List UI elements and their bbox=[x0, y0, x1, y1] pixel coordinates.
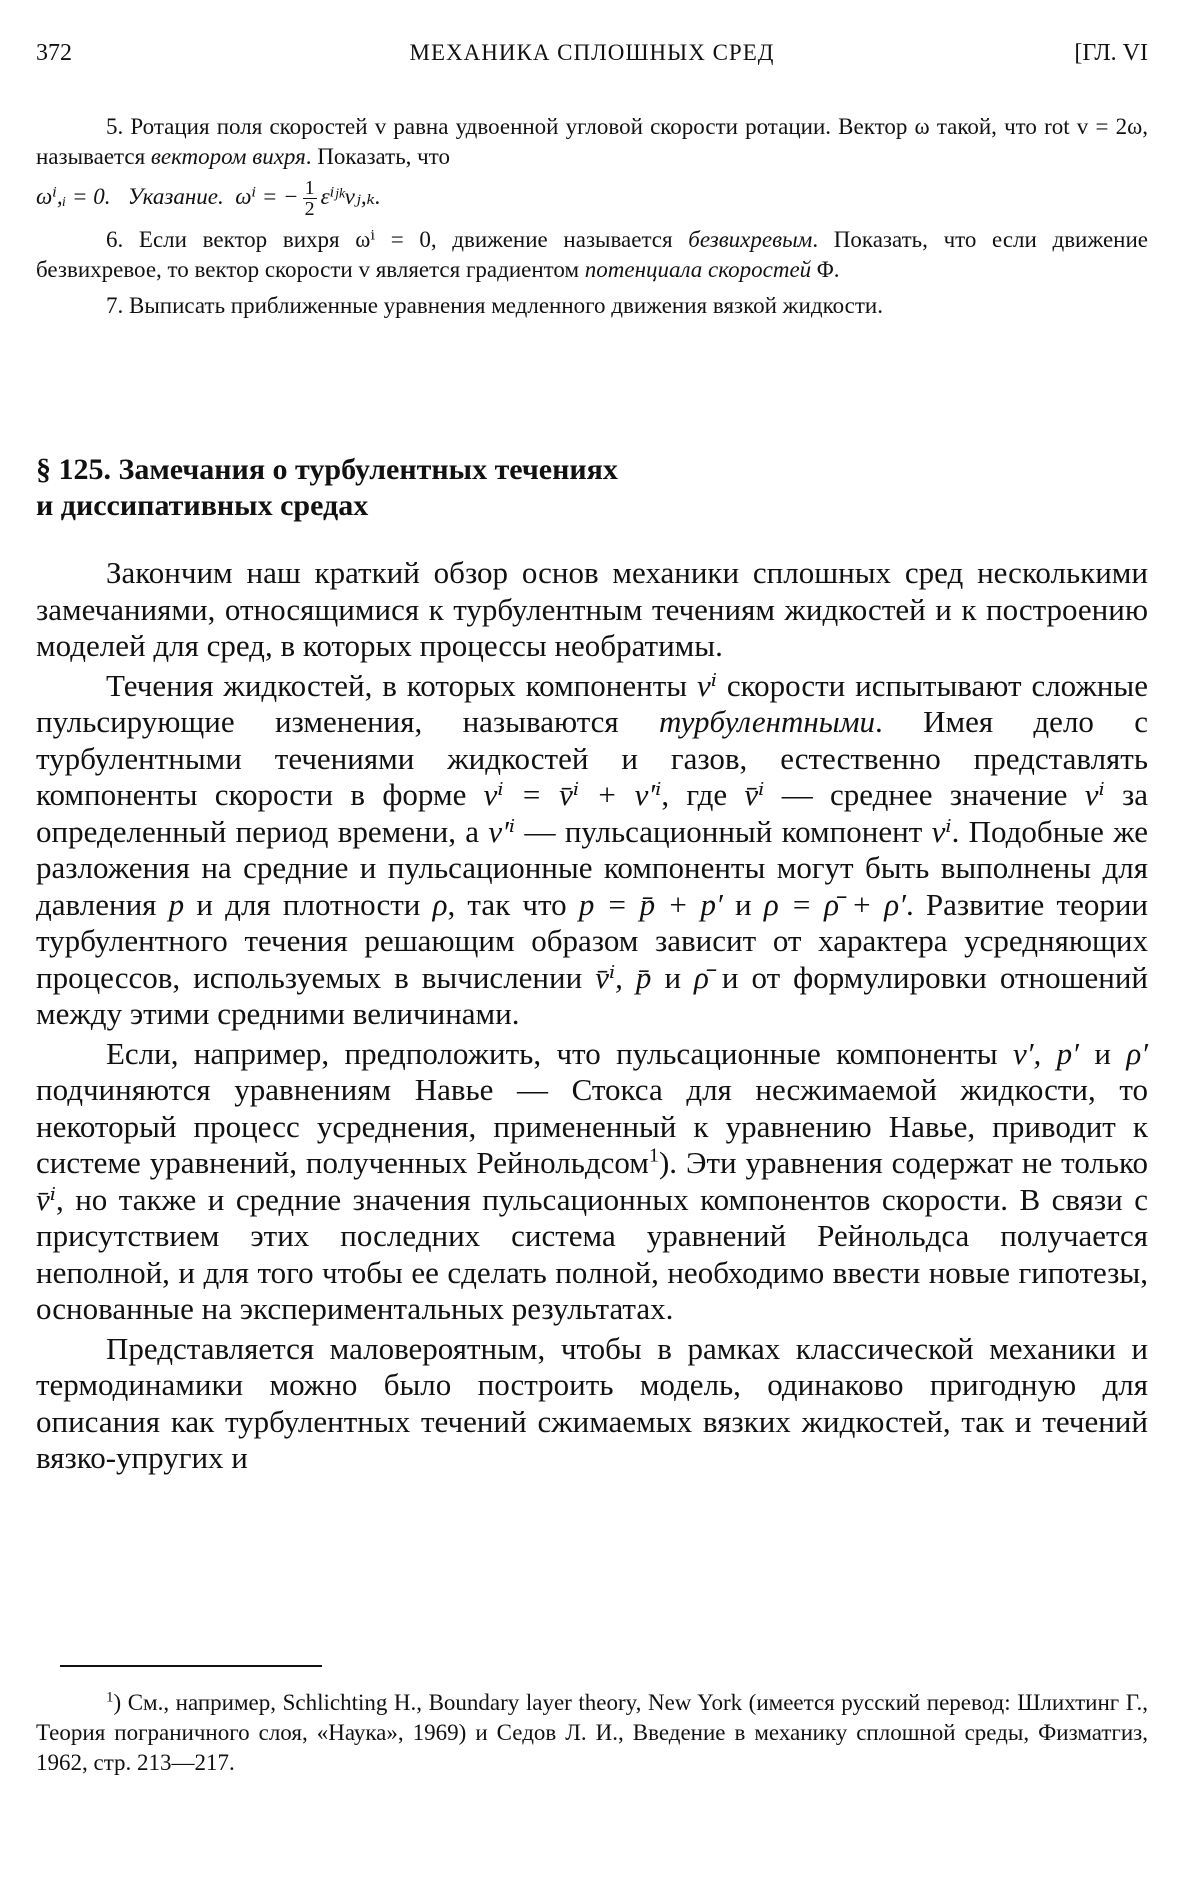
emphasized-term: турбулентными bbox=[658, 704, 876, 739]
math-inline: v′, p′ bbox=[1012, 1035, 1079, 1071]
text-run: скорости испытывают сложные пульсирующие изменения, называются bbox=[36, 667, 1148, 739]
chapter-label: [ГЛ. VI bbox=[1074, 40, 1148, 66]
exercise-6-term: безвихревым bbox=[688, 227, 813, 252]
running-head bbox=[36, 40, 1148, 74]
math-inline: p = p̄ + p′ bbox=[578, 886, 723, 922]
body-text bbox=[36, 555, 1148, 1480]
text-run: , где bbox=[661, 777, 745, 812]
math-inline: ρ bbox=[432, 886, 448, 922]
math-inline: ρ = ρ̄ + ρ′ bbox=[763, 886, 906, 922]
math-inline: p bbox=[168, 886, 185, 922]
footnote-body: ) См., например, Schlichting H., Boundary layer theory, New York (имеется русский перевод: Шлихтинг Г., Теория пограничного слоя, «Наука», 1969) и Седов Л. И., Введение в механику сплошной среды, Физматгиз, 1962, стр. 213—217. bbox=[36, 1690, 1148, 1775]
math-inline: v′ⁱ bbox=[488, 813, 516, 849]
running-title: МЕХАНИКА СПЛОШНЫХ СРЕД bbox=[409, 40, 775, 65]
math-inline: v̄ⁱ bbox=[744, 777, 765, 812]
exercise-5-formula bbox=[36, 178, 1148, 219]
text-run: , так что bbox=[447, 886, 579, 922]
exercise-6-text-mid: . Показать, что если движение безвихревое, то вектор скорости v является градиентом bbox=[36, 227, 1148, 282]
math-inline: vⁱ bbox=[1084, 777, 1105, 812]
math-inline: ρ̄ bbox=[694, 959, 709, 995]
text-run: Если, например, предположить, что пульсационные компоненты bbox=[106, 1035, 1013, 1071]
text-run: подчиняются уравнениям Навье — Стокса для несжимаемой жидкости, то некоторый процесс усреднения, примененный к уравнению Навье, приводит к системе уравнений, полученных Рейнольдсом bbox=[36, 1072, 1148, 1180]
text-run: — пульсационный компонент bbox=[515, 813, 932, 849]
exercise-6-text-end: Φ. bbox=[811, 257, 840, 282]
text-run: и bbox=[722, 886, 764, 922]
fraction-one-half bbox=[303, 178, 317, 219]
exercise-5-text-end: . Показать, что bbox=[305, 144, 450, 169]
fraction-numerator: 1 bbox=[304, 177, 315, 199]
exercise-6 bbox=[36, 225, 1148, 285]
math-inline: vⁱ = v̄ⁱ + v′ⁱ bbox=[483, 777, 662, 812]
section-heading bbox=[36, 452, 1148, 524]
exercise-7: 7. Выписать приближенные уравнения медленного движения вязкой жидкости. bbox=[106, 293, 883, 318]
text-run: , но также и средние значения пульсационных компонентов скорости. В связи с присутствием этих последних система уравнений Рейнольдса получается неполной, и для того чтобы ее сделать полной, необходимо ввести новые гипотезы, основанные на экспериментальных результатах. bbox=[36, 1181, 1148, 1326]
exercise-5-text: 5. Ротация поля скоростей v равна удвоенной угловой скорости ротации. Вектор ω такой, что rot v = 2ω, называется bbox=[36, 114, 1148, 169]
math-inline: vⁱ bbox=[696, 667, 717, 703]
text-run: . Имея дело с турбулентными течениями жидкостей и газов, естественно представлять компоненты скорости в форме bbox=[36, 704, 1148, 812]
text-run: за определенный период времени, а bbox=[36, 777, 1149, 849]
formula-divergence: ωⁱ,ᵢ = 0. bbox=[36, 183, 111, 209]
paragraph-3 bbox=[36, 1036, 1148, 1328]
text-run: . Подобные же разложения на средние и пульсационные компоненты могут быть выполнены для давления bbox=[36, 813, 1148, 922]
paragraph-4: Представляется маловероятным, чтобы в рамках классической механики и термодинамики можно было построить модель, одинаково пригодную для описания как турбулентных течений сжимаемых вязких жидкостей, так и течений вязко-упругих и bbox=[36, 1330, 1148, 1475]
text-run: Течения жидкостей, в которых компоненты bbox=[106, 667, 697, 703]
text-run: . Развитие теории турбулентного течения решающим образом зависит от характера усредняющих процессов, используемых в вычислении bbox=[36, 886, 1149, 995]
text-run: и для плотности bbox=[184, 886, 433, 922]
math-inline: v̄ⁱ bbox=[36, 1181, 56, 1217]
fraction-denominator: 2 bbox=[304, 198, 315, 220]
exercise-6-text: 6. Если вектор вихря ωⁱ = 0, движение называется bbox=[106, 227, 689, 252]
paragraph-1: Закончим наш краткий обзор основ механики сплошных сред несколькими замечаниями, относящимися к турбулентным течениям жидкостей и к построению моделей для сред, в которых процессы необратимы. bbox=[36, 555, 1148, 663]
footnote-reference[interactable]: 1 bbox=[648, 1144, 659, 1167]
footnote bbox=[36, 1688, 1148, 1778]
hint-label: Указание. bbox=[127, 183, 224, 209]
footnote-divider bbox=[60, 1665, 322, 1667]
exercise-list bbox=[36, 112, 1148, 327]
exercise-6-term2: потенциала скоростей bbox=[584, 257, 812, 282]
math-inline: v̄ⁱ, p̄ bbox=[595, 959, 652, 995]
paragraph-2 bbox=[36, 668, 1148, 1033]
math-inline: ρ′ bbox=[1126, 1035, 1148, 1071]
footnote-mark: 1 bbox=[106, 1689, 114, 1706]
footnote-text bbox=[36, 1688, 1148, 1778]
section-heading-line-1: § 125. Замечания о турбулентных течениях bbox=[36, 453, 618, 486]
text-run: и bbox=[1078, 1035, 1127, 1071]
exercise-5-term: вектором вихря bbox=[150, 144, 306, 169]
text-run: и bbox=[651, 959, 695, 995]
text-run: — среднее значение bbox=[764, 777, 1085, 812]
page-number: 372 bbox=[36, 40, 72, 66]
formula-hint-rhs: εⁱʲᵏvⱼ,ₖ. bbox=[320, 183, 381, 209]
math-inline: vⁱ bbox=[931, 813, 952, 849]
exercise-5 bbox=[36, 112, 1148, 172]
text-run: и от формулировки отношений между этими средними величинами. bbox=[36, 959, 1148, 1031]
formula-hint-lhs: ωⁱ = − bbox=[235, 183, 299, 209]
text-run: ). Эти уравнения содержат не только bbox=[658, 1145, 1149, 1180]
section-heading-line-2: и диссипативных средах bbox=[36, 489, 369, 522]
